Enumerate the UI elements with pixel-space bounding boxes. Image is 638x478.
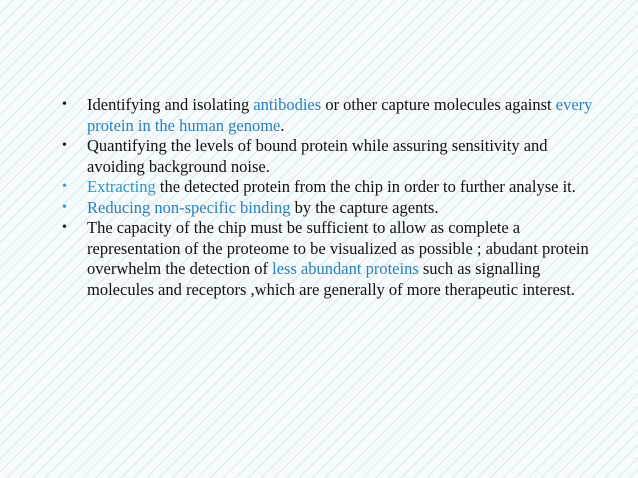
- highlight-less-abundant: less abundant proteins: [272, 259, 419, 278]
- bullet-icon: •: [62, 220, 67, 235]
- bullet-text-segment: the detected protein from the chip in order to further analyse it.: [155, 177, 576, 196]
- bullet-item-5: [62, 218, 602, 300]
- bullet-item-4: [62, 198, 602, 219]
- bullet-icon: •: [62, 179, 67, 194]
- bullet-item-3: [62, 177, 602, 198]
- bullet-list: [62, 95, 602, 300]
- bullet-icon: •: [62, 97, 67, 112]
- bullet-text-segment: by the capture agents.: [290, 197, 439, 217]
- bullet-text-segment: or other capture molecules against: [321, 95, 556, 114]
- bullet-text-segment: Identifying and isolating: [87, 95, 254, 114]
- bullet-icon: •: [62, 138, 67, 153]
- bullet-icon: •: [62, 199, 67, 215]
- bullet-text-segment: such as signalling molecules and receptors ,which are generally of more therapeutic interest.: [87, 259, 575, 299]
- bullet-text-segment: .: [280, 115, 285, 135]
- bullet-item-2: [62, 136, 602, 177]
- bullet-item-1: [62, 95, 602, 136]
- highlight-extracting: Extracting: [87, 177, 156, 196]
- bullet-text-segment: The capacity of the chip must be sufficient to allow as complete a representation of the proteome to be visualized as possible ; abudant protein overwhelm the detection of: [87, 218, 589, 278]
- highlight-antibodies: antibodies: [253, 95, 322, 114]
- highlight-every-protein: every protein in the human genome: [87, 95, 593, 135]
- bullet-text-segment: Quantifying the levels of bound protein while assuring sensitivity and avoiding background noise.: [87, 136, 548, 176]
- highlight-reducing-binding: Reducing non-specific binding: [87, 197, 291, 217]
